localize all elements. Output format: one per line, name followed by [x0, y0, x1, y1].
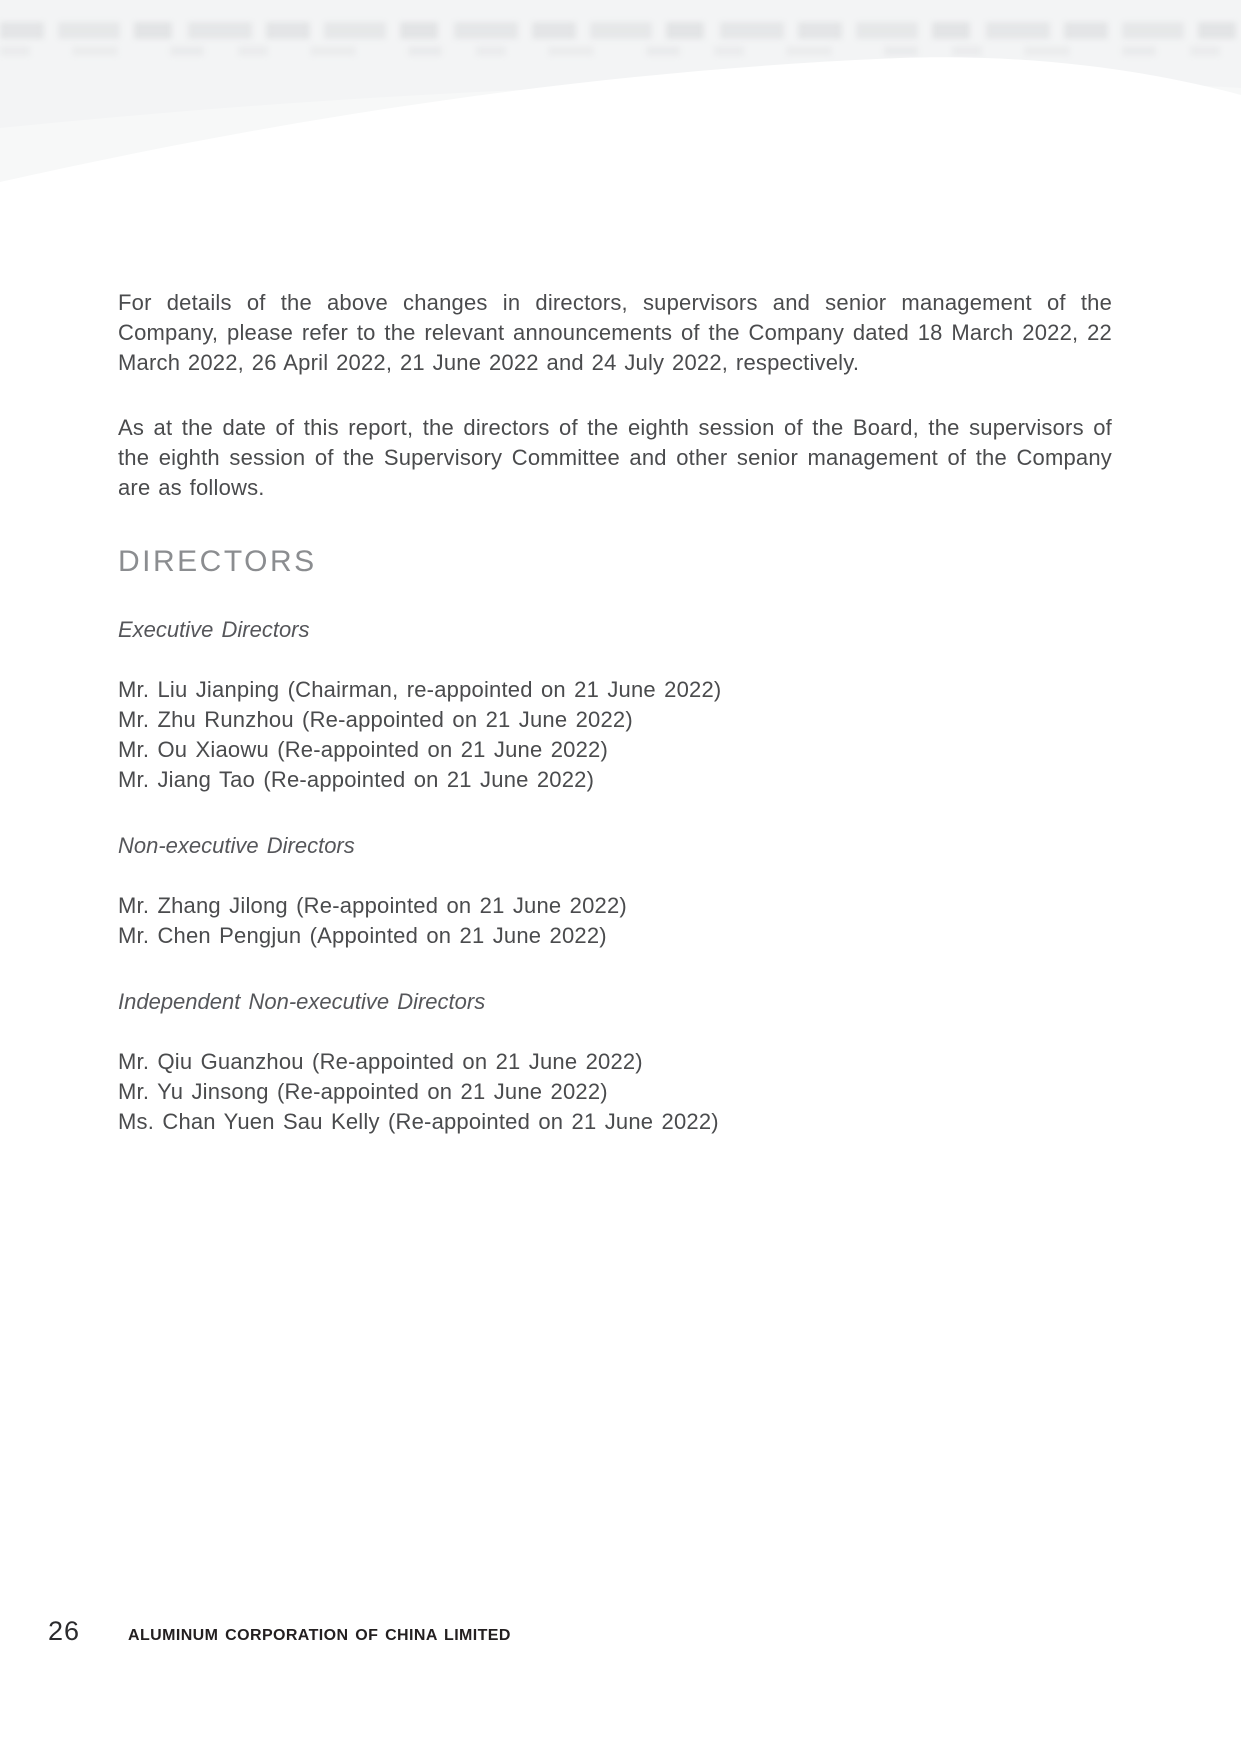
- director-entry: Mr. Jiang Tao (Re-appointed on 21 June 2022): [118, 767, 595, 792]
- group-heading-independent-non-executive: Independent Non-executive Directors: [118, 989, 486, 1014]
- directors-section-title: DIRECTORS: [118, 545, 317, 578]
- page-number: 26: [48, 1616, 81, 1646]
- intro-paragraph-1: For details of the above changes in directors, supervisors and senior management of the Company, please refer to the relevant announcements of the Company dated 18 March 2022, 22 March 2022, 26 April 2022, 21 June 2022 and 24 July 2022, respectively.: [118, 290, 1112, 375]
- group-heading-executive: Executive Directors: [118, 617, 310, 642]
- director-entry: Mr. Ou Xiaowu (Re-appointed on 21 June 2022): [118, 737, 608, 762]
- non-executive-directors-list: [118, 891, 1112, 951]
- director-entry: Mr. Qiu Guanzhou (Re-appointed on 21 June 2022): [118, 1049, 643, 1074]
- director-entry: Mr. Liu Jianping (Chairman, re-appointed on 21 June 2022): [118, 677, 722, 702]
- group-heading-non-executive: Non-executive Directors: [118, 833, 355, 858]
- intro-paragraph-2: As at the date of this report, the directors of the eighth session of the Board, the supervisors of the eighth session of the Supervisory Committee and other senior management of the Company are as follows.: [118, 415, 1112, 500]
- director-entry: Mr. Chen Pengjun (Appointed on 21 June 2022): [118, 923, 607, 948]
- director-entry: Mr. Zhang Jilong (Re-appointed on 21 June 2022): [118, 893, 627, 918]
- independent-non-executive-directors-list: [118, 1047, 1112, 1137]
- executive-directors-list: [118, 675, 1112, 795]
- page-footer: [48, 1616, 511, 1647]
- director-entry: Mr. Yu Jinsong (Re-appointed on 21 June 2022): [118, 1079, 608, 1104]
- director-entry: Ms. Chan Yuen Sau Kelly (Re-appointed on 21 June 2022): [118, 1109, 719, 1134]
- director-entry: Mr. Zhu Runzhou (Re-appointed on 21 June 2022): [118, 707, 633, 732]
- company-name: ALUMINUM CORPORATION OF CHINA LIMITED: [128, 1627, 511, 1644]
